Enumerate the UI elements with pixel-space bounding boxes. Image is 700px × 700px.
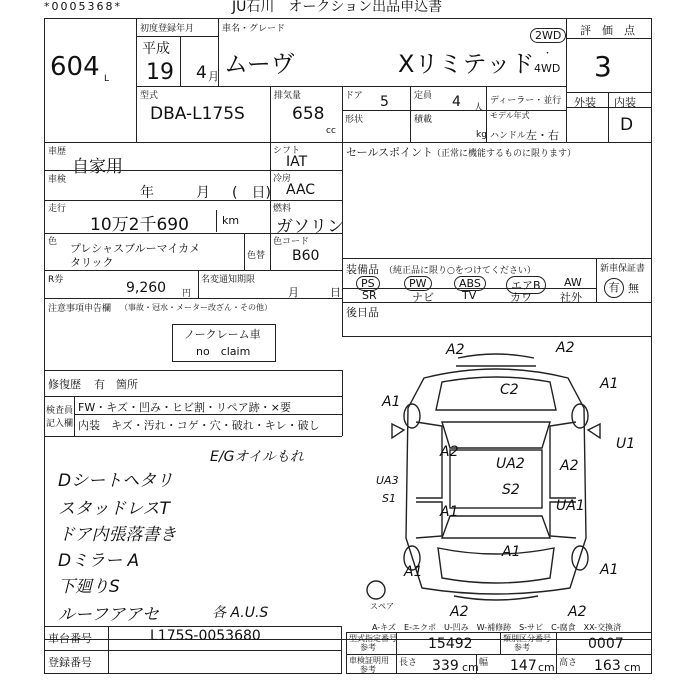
frame-value: L175S-0053680 [150,628,261,644]
length-unit: cm [462,661,479,674]
damage-mark: A2 [440,444,459,460]
inspector-interior: 内装 キズ・汚れ・コゲ・穴・破れ・キレ・破し [78,419,320,432]
fuel-value: ガソリン [276,217,344,237]
recycle-value: 9,260 [126,280,167,296]
drive-4wd: 4WD [534,62,561,75]
damage-mark: S2 [502,482,520,498]
damage-mark: A1 [600,562,619,578]
equip-aw: AW [564,276,582,289]
notes-sub: （事故・冠水・メーター改ざん・その他） [120,303,272,312]
damage-mark: UA3 [376,474,399,487]
warranty-yes: 有 [604,278,624,298]
registration-month: 4 [196,63,207,83]
inspector-label-2: 記入欄 [46,419,74,429]
equip-ps: PS [356,276,380,291]
note-1: Dシートヘタリ [58,471,174,491]
equip-aftermarket: 社外 [560,291,582,304]
interior-label: 内装 [614,96,636,109]
drive-2wd: 2WD [530,28,566,43]
note-2: スタッドレスT [58,499,170,519]
doors-label: ドア [345,91,363,101]
sales-point-label: セールスポイント [346,146,434,159]
model-value: DBA-L175S [150,104,245,124]
damage-mark: A1 [600,376,619,392]
handle-label: ハンドル [490,131,527,141]
width-value: 147 [510,658,537,674]
load-label: 積載 [414,115,433,125]
form-title: JU石川 オークション出品申込書 [232,0,443,15]
damage-mark: A1 [502,544,521,560]
usage-label: 車歴 [48,147,67,157]
registration-year: 19 [146,60,174,85]
height-unit: cm [624,661,641,674]
height-label: 高さ [559,658,578,668]
capacity-label: 定員 [414,91,433,101]
type-approval-value: 15492 [428,636,473,652]
equip-airbag: エアB [506,276,546,294]
inspector-exterior: FW・キズ・凹み・ヒビ割・リペア跡・×要 [78,401,291,414]
capacity-unit: 人 [474,103,484,113]
car-name: ムーヴ [224,50,295,78]
capacity-value: 4 [452,94,461,110]
repair-label: 修復歴 [48,378,81,391]
interior-score: D [620,115,634,135]
equip-pw: PW [404,276,432,291]
handle-value: 左・右 [526,129,559,142]
warranty-label: 新車保証書 [600,264,646,274]
plate-label: 登録番号 [48,656,92,669]
recycle-label: R券 [48,275,64,285]
registration-era: 平成 [142,41,170,57]
type-approval-label: 型式指定番号 [349,634,397,643]
load-unit: kg [476,130,487,140]
inspection-month: 月 [196,185,210,201]
model-year-label: モデル年式 [490,111,530,120]
inspection-day: ( 日) [232,185,271,201]
no-claim-line1: ノークレーム車 [184,328,261,341]
width-label: 幅 [479,658,489,668]
displacement-label: 排気量 [274,91,302,101]
fuel-label: 燃料 [273,204,292,214]
rating-label: 評 価 点 [580,24,635,37]
warranty-no: 無 [628,282,639,295]
equipment-label: 装備品 [346,263,379,276]
width-unit: cm [538,661,555,674]
damage-mark: S1 [382,492,396,505]
later-label: 後日品 [346,306,379,319]
mileage-value: 10万2千690 [90,215,189,235]
name-change-month: 月 [288,286,299,299]
dealer-label: ディーラー・並行 [490,96,562,106]
recycle-unit: 円 [182,289,192,299]
certificate-sub: 参考 [360,665,376,674]
equip-navi: ナビ [412,291,434,304]
car-name-label: 車名・グレード [222,24,286,34]
mileage-unit: km [222,214,240,227]
damage-mark: A1 [382,394,401,410]
exterior-label: 外装 [574,96,596,109]
name-change-day: 日 [330,286,341,299]
type-approval-sub: 参考 [360,643,376,652]
note-5: 下廻りS [58,577,120,597]
class-label: 類別区分番号 [503,634,551,643]
equip-leather: カワ [510,291,532,304]
registration-month-unit: 月 [208,70,219,83]
color-value-1: プレシャスブルーマイカメ [70,242,201,255]
inspector-label-1: 検査員 [46,406,74,416]
serial-number: *0005368* [44,0,122,13]
damage-mark: A1 [440,504,459,520]
usage-value: 自家用 [72,157,123,177]
aircon-value: AAC [286,182,316,198]
damage-legend: A-キズ E-エクボ U-凹み W-補修跡 S-サビ C-腐食 XX-交換済 [372,623,622,632]
note-each: 各 A.U.S [212,605,269,621]
notes-label: 注意事項申告欄 [48,304,112,314]
shift-value: IAT [286,154,308,170]
certificate-label: 車検証明用 [349,656,389,665]
sales-point-sub: （正常に機能するものに限ります） [432,149,577,159]
damage-mark: A2 [446,342,465,358]
color-code: B60 [292,248,320,264]
model-label: 型式 [140,91,159,101]
height-value: 163 [594,658,621,674]
damage-mark: A1 [404,564,423,580]
length-value: 339 [432,658,459,674]
shift-label: シフト [273,146,301,156]
inspection-year: 年 [140,185,154,201]
mileage-label: 走行 [48,204,67,214]
inspection-label: 車検 [48,175,67,185]
displacement-unit: cc [326,126,336,136]
aircon-label: 冷房 [273,174,292,184]
lot-number: 604 [50,52,100,82]
equip-tv: TV [462,289,477,302]
shape-label: 形状 [345,115,364,125]
damage-mark: A2 [450,604,469,620]
displacement-value: 658 [292,104,325,124]
class-sub: 参考 [514,643,530,652]
no-claim-line2: no claim [196,345,251,358]
name-change-label: 名変通知期限 [201,275,256,285]
rating-score: 3 [594,50,612,83]
equip-sr: SR [362,289,377,302]
note-3: ドア内張落書き [58,525,177,545]
registration-label: 初度登録年月 [140,24,195,34]
damage-mark: UA1 [556,498,585,514]
color-value-2: タリック [70,256,114,269]
color-label: 色 [48,237,58,247]
frame-label: 車台番号 [48,632,92,645]
damage-mark: A2 [568,604,587,620]
length-label: 長さ [399,658,418,668]
damage-mark: U1 [616,436,636,452]
note-engine-oil: E/Gオイルもれ [210,449,304,465]
color-code-label: 色コード [273,237,310,247]
damage-mark: C2 [500,382,519,398]
spare-label: スペア [370,602,394,611]
repair-value: 有 箇所 [94,378,138,391]
note-4: Dミラー A [58,551,140,571]
class-value: 0007 [588,636,624,652]
damage-mark: A2 [560,458,579,474]
car-grade: Xリミテッド [398,50,535,78]
damage-mark: UA2 [496,456,525,472]
equip-abs: ABS [454,276,486,291]
doors-value: 5 [380,94,389,110]
equipment-sub: （純正品に限り○をつけてください） [384,266,536,276]
damage-mark: A2 [556,340,575,356]
color-change-label: 色替 [247,251,266,261]
note-6: ルーフアアセ [58,605,159,625]
